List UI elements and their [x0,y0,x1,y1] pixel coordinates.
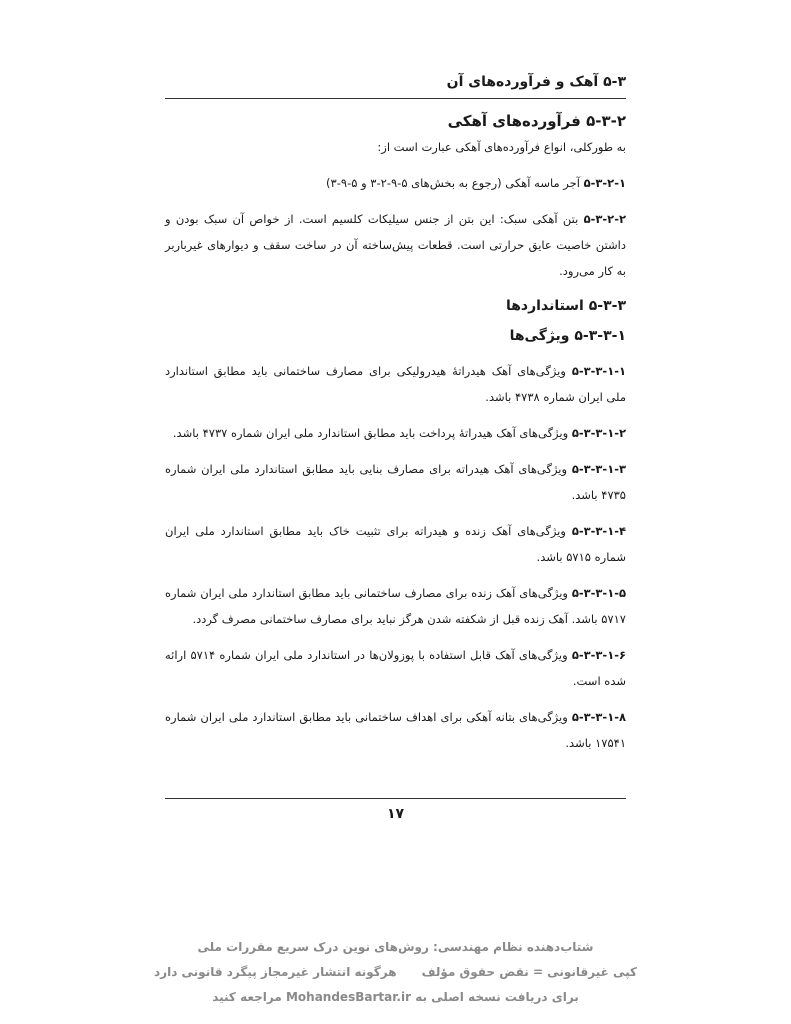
feature-paragraph [165,704,626,756]
item-number: ۵-۳-۲-۱ [583,176,626,190]
item-text: آجر ماسه آهکی (رجوع به بخش‌های ۵-۹-۲-۳ و ۵-۹-۳) [326,176,584,190]
feature-text: ویژگی‌های آهک هیدراتهٔ پرداخت باید مطابق استاندارد ملی ایران شماره ۴۷۳۷ باشد. [172,426,572,440]
watermark-line-3-prefix: برای دریافت نسخه اصلی به [411,990,579,1004]
item-number: ۵-۳-۲-۲ [583,212,626,226]
feature-paragraph [165,580,626,632]
item-text: بتن آهکی سبک: این بتن از جنس سیلیکات کلسیم است. از خواص آن سبک بودن و داشتن خاصیت عایق حرارتی است. قطعات پیش‌ساخته آن در ساخت سقف و دیوارهای غیرباربر به کار می‌رود. [165,212,626,278]
watermark-line-1: شتاب‌دهنده نظام مهندسی: روش‌های نوین درک سریع مقررات ملی [197,940,594,954]
feature-number: ۵-۳-۳-۱-۳ [571,462,626,476]
running-head: ۵-۳ آهک و فرآورده‌های آن [446,74,626,90]
feature-text: ویژگی‌های بتانه آهکی برای اهداف ساختمانی باید مطابق استاندارد ملی ایران شماره ۱۷۵۴۱ باشد. [165,710,626,750]
header-rule [165,98,626,99]
feature-text: ویژگی‌های آهک زنده برای مصارف ساختمانی باید مطابق استاندارد ملی ایران شماره ۵۷۱۷ باشد. آهک زنده قبل از شکفته شدن هرگز نباید برای مصارف ساختمانی مصرف گردد. [165,586,626,626]
feature-number: ۵-۳-۳-۱-۲ [571,426,626,440]
feature-text: ویژگی‌های آهک قابل استفاده با پوزولان‌ها در استاندارد ملی ایران شماره ۵۷۱۴ ارائه شده است. [165,648,626,688]
features-heading: ۵-۳-۳-۱ ویژگی‌ها [509,328,626,344]
section-heading: ۵-۳-۲ فرآورده‌های آهکی [447,112,626,130]
page-content [165,112,626,756]
feature-text: ویژگی‌های آهک زنده و هیدراته برای تثبیت خاک باید مطابق استاندارد ملی ایران شماره ۵۷۱۵ باشد. [165,524,626,564]
footer-rule [165,798,626,799]
feature-text: ویژگی‌های آهک هیدراته برای مصارف بنایی باید مطابق استاندارد ملی ایران شماره ۴۷۳۵ باشد. [165,462,626,502]
feature-paragraph [165,358,626,410]
feature-paragraph [165,420,626,446]
item-paragraph [165,170,626,196]
watermark-line-3-suffix: مراجعه کنید [212,990,286,1004]
watermark-site: MohandesBartar.ir [285,990,412,1004]
watermark-line-2: کپی غیرقانونی = نقض حقوق مؤلف هرگونه انتشار غیرمجاز پیگرد قانونی دارد [154,965,637,979]
page-number: ۱۷ [386,806,405,822]
feature-paragraph [165,642,626,694]
watermark [140,935,651,1010]
feature-number: ۵-۳-۳-۱-۱ [571,364,626,378]
feature-text: ویژگی‌های آهک هیدراتهٔ هیدرولیکی برای مصارف ساختمانی باید مطابق استاندارد ملی ایران شماره ۴۷۳۸ باشد. [165,364,626,404]
feature-paragraph [165,518,626,570]
feature-number: ۵-۳-۳-۱-۶ [571,648,626,662]
feature-number: ۵-۳-۳-۱-۵ [571,586,626,600]
feature-paragraph [165,456,626,508]
intro-paragraph: به طورکلی، انواع فرآورده‌های آهکی عبارت است از: [377,140,626,154]
item-paragraph [165,206,626,284]
standards-heading: ۵-۳-۳ استانداردها [505,298,626,314]
feature-number: ۵-۳-۳-۱-۴ [571,524,626,538]
feature-number: ۵-۳-۳-۱-۸ [571,710,626,724]
watermark-line-3 [140,985,651,1010]
